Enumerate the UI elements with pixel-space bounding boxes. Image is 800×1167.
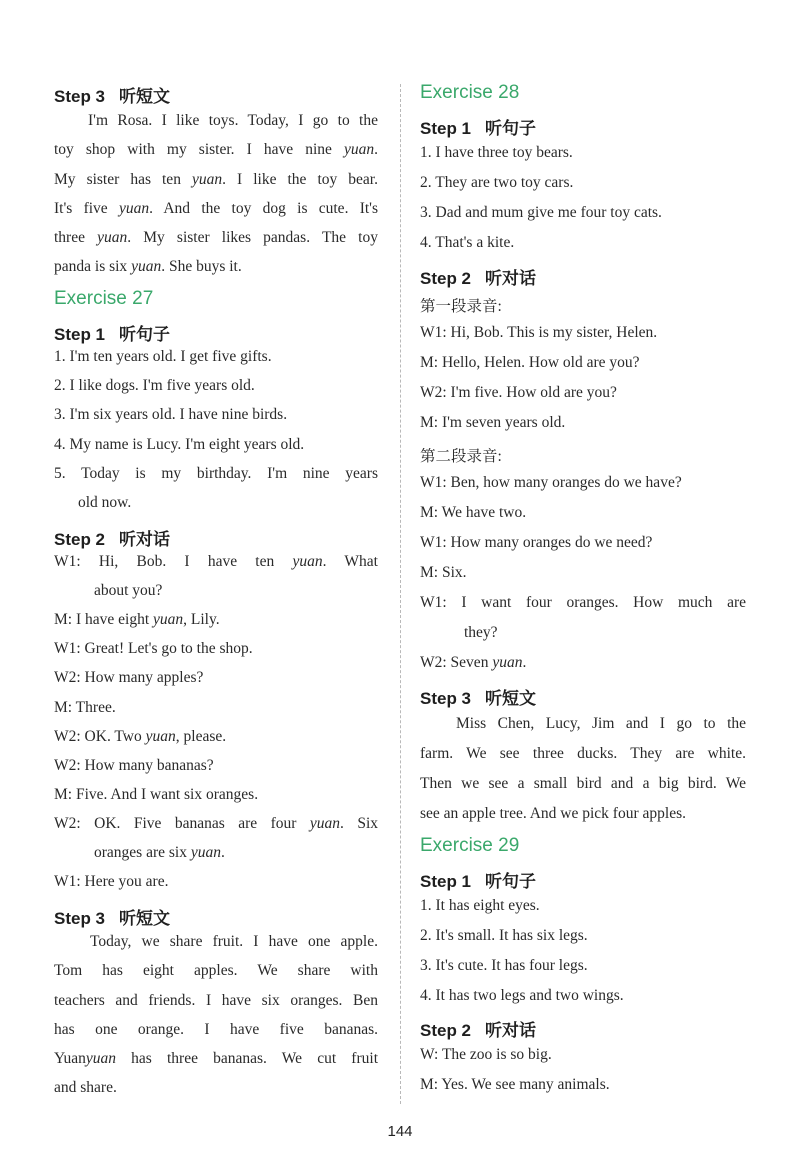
passage-line: My sister has ten yuan. I like the toy bear.: [54, 170, 378, 188]
passage-line: Miss Chen, Lucy, Jim and I go to the: [456, 715, 746, 732]
sentence-item: 3. I'm six years old. I have nine birds.: [54, 406, 288, 423]
dialogue-line: W1: Great! Let's go to the shop.: [54, 640, 253, 657]
sentence-item: 3. It's cute. It has four legs.: [420, 957, 588, 974]
ex26-step3-heading: Step 3 听短文: [54, 87, 171, 106]
dialogue-line: W1: Hi, Bob. I have ten yuan. What: [54, 553, 378, 570]
dialogue-line-continued: about you?: [94, 582, 163, 599]
sentence-item: 1. It has eight eyes.: [420, 897, 540, 914]
dialogue-line: W2: How many apples?: [54, 669, 204, 686]
ex29-step2-heading: Step 2 听对话: [420, 1021, 537, 1040]
ex27-step3-passage: [54, 927, 378, 1103]
dialogue-line: W1: I want four oranges. How much are: [420, 594, 746, 611]
yuan-italic: yuan: [145, 728, 176, 745]
dialogue-line: W: The zoo is so big.: [420, 1046, 552, 1063]
ex28-step3-passage: [420, 709, 746, 829]
ex29-step1-heading: Step 1 听句子: [420, 872, 537, 891]
sentence-item: 1. I'm ten years old. I get five gifts.: [54, 348, 272, 365]
dialogue-line: M: Five. And I want six oranges.: [54, 786, 259, 803]
yuan-italic: yuan: [492, 654, 523, 671]
column-divider: [400, 84, 401, 1104]
exercise-28-title: Exercise 28: [420, 82, 520, 103]
yuan-italic: yuan: [85, 1050, 116, 1068]
yuan-italic: yuan: [343, 141, 375, 159]
dialogue-line: W1: How many oranges do we need?: [420, 534, 653, 551]
passage-line: It's five yuan. And the toy dog is cute. It's: [54, 199, 379, 217]
dialogue-line: M: We have two.: [420, 504, 527, 521]
sentence-item-continued: old now.: [78, 494, 132, 511]
passage-line: Then we see a small bird and a big bird. We: [420, 775, 746, 792]
passage-line: three yuan. My sister likes pandas. The toy: [54, 229, 378, 247]
passage-line: I'm Rosa. I like toys. Today, I go to the: [88, 112, 378, 129]
sentence-item: 5. Today is my birthday. I'm nine years: [54, 465, 378, 482]
dialogue-line: W2: How many bananas?: [54, 757, 214, 774]
dialogue-line: W2: OK. Five bananas are four yuan. Six: [54, 815, 378, 832]
passage-line: and share.: [54, 1079, 117, 1097]
dialogue-line: W2: OK. Two yuan, please.: [54, 728, 227, 745]
yuan-italic: yuan: [191, 170, 223, 188]
dialogue-line: M: Six.: [420, 564, 467, 581]
dialogue-line: M: Hello, Helen. How old are you?: [420, 354, 640, 371]
dialogue-line-continued: oranges are six yuan.: [94, 844, 225, 861]
exercise-29-title: Exercise 29: [420, 835, 520, 856]
recording-label: 第二段录音:: [420, 448, 502, 465]
passage-line: farm. We see three ducks. They are white.: [420, 745, 746, 762]
dialogue-line: W2: I'm five. How old are you?: [420, 384, 617, 401]
yuan-italic: yuan: [131, 258, 162, 276]
passage-line: see an apple tree. And we pick four apples.: [420, 805, 686, 822]
ex26-step3-passage: [54, 106, 378, 282]
ex27-step3-heading: Step 3 听短文: [54, 909, 171, 928]
sentence-item: 4. It has two legs and two wings.: [420, 987, 624, 1004]
passage-line: teachers and friends. I have six oranges. Ben: [54, 991, 378, 1009]
exercise-27-title: Exercise 27: [54, 288, 154, 309]
dialogue-line: W1: Here you are.: [54, 873, 169, 890]
passage-line: has one orange. I have five bananas.: [54, 1020, 378, 1038]
dialogue-line: W1: Hi, Bob. This is my sister, Helen.: [420, 324, 658, 341]
ex27-step2-heading: Step 2 听对话: [54, 530, 171, 549]
sentence-item: 4. That's a kite.: [420, 234, 515, 251]
passage-line: Yuanyuan has three bananas. We cut fruit: [54, 1050, 378, 1068]
ex28-step3-heading: Step 3 听短文: [420, 689, 537, 708]
yuan-italic: yuan: [309, 815, 340, 832]
dialogue-line: W1: Ben, how many oranges do we have?: [420, 474, 682, 491]
dialogue-line: M: I have eight yuan, Lily.: [54, 611, 220, 628]
sentence-item: 4. My name is Lucy. I'm eight years old.: [54, 436, 305, 453]
passage-line: Today, we share fruit. I have one apple.: [90, 933, 378, 950]
sentence-item: 2. I like dogs. I'm five years old.: [54, 377, 255, 394]
passage-line: Tom has eight apples. We share with: [54, 962, 378, 980]
dialogue-line: M: Yes. We see many animals.: [420, 1076, 610, 1093]
dialogue-line: M: Three.: [54, 699, 116, 716]
yuan-italic: yuan: [153, 611, 184, 628]
ex28-step2-heading: Step 2 听对话: [420, 269, 537, 288]
sentence-item: 3. Dad and mum give me four toy cats.: [420, 204, 662, 221]
dialogue-line: W2: Seven yuan.: [420, 654, 527, 671]
sentence-item: 2. It's small. It has six legs.: [420, 927, 588, 944]
yuan-italic: yuan: [292, 553, 323, 570]
page-number: 144: [387, 1123, 413, 1140]
sentence-item: 1. I have three toy bears.: [420, 144, 573, 161]
ex28-step1-heading: Step 1 听句子: [420, 119, 537, 138]
dialogue-line-continued: they?: [464, 624, 498, 641]
dialogue-line: M: I'm seven years old.: [420, 414, 566, 431]
passage-line: panda is six yuan. She buys it.: [54, 258, 242, 276]
yuan-italic: yuan: [190, 844, 221, 861]
recording-label: 第一段录音:: [420, 298, 502, 315]
yuan-italic: yuan: [118, 199, 150, 217]
sentence-item: 2. They are two toy cars.: [420, 174, 574, 191]
ex27-step1-heading: Step 1 听句子: [54, 325, 171, 344]
passage-line: toy shop with my sister. I have nine yuan.: [54, 141, 378, 159]
yuan-italic: yuan: [97, 229, 128, 247]
